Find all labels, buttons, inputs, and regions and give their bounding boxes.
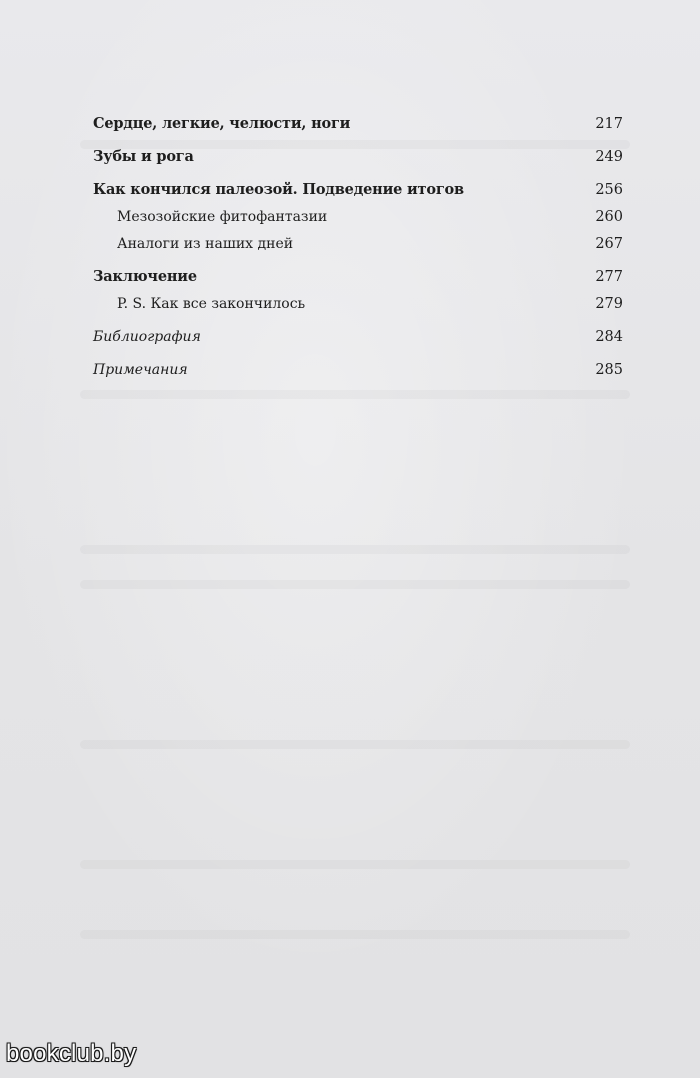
watermark: bookclub.by: [6, 1040, 137, 1067]
toc-entry-page: 285: [595, 361, 623, 378]
show-through-line: [80, 390, 630, 399]
toc-entry: [93, 263, 623, 290]
toc-entry: [93, 203, 623, 230]
toc-entry-title: Мезозойские фитофантазии: [117, 208, 328, 225]
toc-entry-title: Зубы и рога: [93, 148, 194, 165]
show-through-line: [80, 930, 630, 939]
toc-entry-page: 267: [595, 235, 623, 252]
toc-entry-page: 217: [595, 115, 623, 132]
toc-entry-title: P. S. Как все закончилось: [117, 295, 306, 312]
toc-entry-page: 277: [595, 268, 623, 285]
toc-entry: [93, 323, 623, 350]
show-through-line: [80, 580, 630, 589]
toc-entry: [93, 143, 623, 170]
show-through-line: [80, 545, 630, 554]
toc-entry-page: 256: [595, 181, 623, 198]
toc-entry: [93, 176, 623, 203]
toc-entry-title: Как кончился палеозой. Подведение итогов: [93, 181, 464, 198]
toc-entry-title: Аналоги из наших дней: [117, 235, 294, 252]
show-through-line: [80, 860, 630, 869]
toc-entry-page: 284: [595, 328, 623, 345]
toc-entry: [93, 110, 623, 137]
toc-entry: [93, 356, 623, 383]
toc-entry: [93, 290, 623, 317]
toc-entry-title: Библиография: [93, 328, 201, 345]
show-through-line: [80, 740, 630, 749]
toc-entry-page: 279: [595, 295, 623, 312]
toc-entry-page: 260: [595, 208, 623, 225]
toc-entry: [93, 230, 623, 257]
toc-entry-title: Заключение: [93, 268, 197, 285]
table-of-contents: [93, 110, 623, 383]
toc-entry-page: 249: [595, 148, 623, 165]
toc-entry-title: Примечания: [93, 361, 188, 378]
toc-entry-title: Сердце, легкие, челюсти, ноги: [93, 115, 351, 132]
